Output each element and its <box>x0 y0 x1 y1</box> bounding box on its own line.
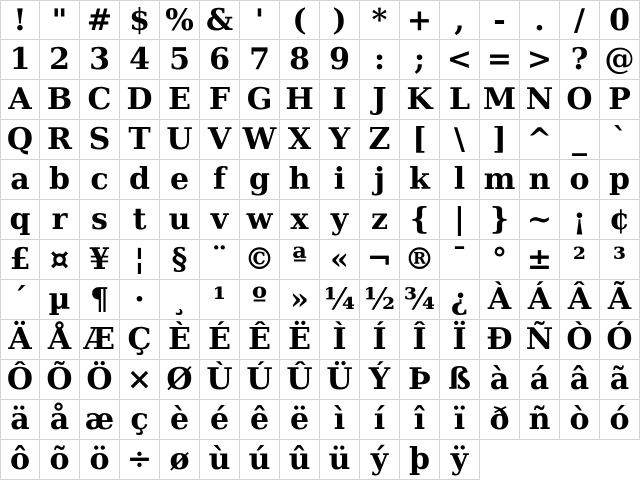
glyph-cell[interactable]: ú <box>240 440 280 480</box>
glyph-cell[interactable]: d <box>120 160 160 200</box>
glyph-cell[interactable]: Ý <box>360 360 400 400</box>
glyph-cell[interactable]: . <box>520 0 560 40</box>
glyph-cell[interactable]: Þ <box>400 360 440 400</box>
glyph-cell[interactable]: : <box>360 40 400 80</box>
glyph-cell[interactable]: H <box>280 80 320 120</box>
glyph-cell[interactable]: m <box>480 160 520 200</box>
glyph-cell[interactable]: \ <box>440 120 480 160</box>
glyph-cell[interactable]: Ï <box>440 320 480 360</box>
glyph-cell[interactable]: ¦ <box>120 240 160 280</box>
glyph-cell[interactable]: u <box>160 200 200 240</box>
glyph-cell[interactable]: 5 <box>160 40 200 80</box>
glyph-cell[interactable]: ì <box>320 400 360 440</box>
glyph-cell[interactable]: x <box>280 200 320 240</box>
glyph-row <box>0 200 640 240</box>
glyph-cell[interactable]: ä <box>0 400 40 440</box>
glyph-cell[interactable]: ´ <box>0 280 40 320</box>
glyph-cell[interactable]: É <box>200 320 240 360</box>
glyph-cell[interactable]: Ó <box>600 320 640 360</box>
glyph-cell[interactable]: f <box>200 160 240 200</box>
glyph-cell[interactable]: ¢ <box>600 200 640 240</box>
glyph-cell[interactable]: B <box>40 80 80 120</box>
glyph-cell[interactable]: × <box>120 360 160 400</box>
glyph-cell[interactable]: ? <box>560 40 600 80</box>
glyph-cell[interactable]: ¸ <box>160 280 200 320</box>
glyph-cell[interactable]: Ô <box>0 360 40 400</box>
glyph-cell[interactable]: ] <box>480 120 520 160</box>
glyph-cell[interactable]: ù <box>200 440 240 480</box>
glyph-cell[interactable]: g <box>240 160 280 200</box>
glyph-cell[interactable]: 0 <box>600 0 640 40</box>
glyph-cell[interactable]: < <box>440 40 480 80</box>
glyph-cell[interactable]: " <box>40 0 80 40</box>
glyph-cell[interactable]: 7 <box>240 40 280 80</box>
glyph-cell[interactable]: ü <box>320 440 360 480</box>
glyph-cell[interactable]: « <box>320 240 360 280</box>
glyph-cell[interactable]: } <box>480 200 520 240</box>
glyph-cell[interactable]: Å <box>40 320 80 360</box>
glyph-cell[interactable]: y <box>320 200 360 240</box>
glyph-cell[interactable]: º <box>240 280 280 320</box>
glyph-cell[interactable]: ³ <box>600 240 640 280</box>
glyph-cell[interactable]: ë <box>280 400 320 440</box>
glyph-cell[interactable]: È <box>160 320 200 360</box>
glyph-cell[interactable]: ß <box>440 360 480 400</box>
glyph-cell[interactable]: c <box>80 160 120 200</box>
glyph-cell[interactable]: N <box>520 80 560 120</box>
glyph-cell[interactable]: û <box>280 440 320 480</box>
glyph-cell[interactable]: R <box>40 120 80 160</box>
glyph-cell[interactable]: s <box>80 200 120 240</box>
glyph-cell[interactable]: Û <box>280 360 320 400</box>
glyph-cell[interactable]: T <box>120 120 160 160</box>
empty-cell <box>480 440 520 480</box>
glyph-cell[interactable]: ` <box>600 120 640 160</box>
glyph-cell[interactable]: - <box>480 0 520 40</box>
glyph-cell[interactable]: _ <box>560 120 600 160</box>
glyph-cell[interactable]: Ê <box>240 320 280 360</box>
glyph-cell[interactable]: ' <box>240 0 280 40</box>
glyph-cell[interactable]: i <box>320 160 360 200</box>
glyph-cell[interactable]: o <box>560 160 600 200</box>
glyph-cell[interactable]: í <box>360 400 400 440</box>
glyph-cell[interactable]: S <box>80 120 120 160</box>
glyph-cell[interactable]: & <box>200 0 240 40</box>
glyph-cell[interactable]: L <box>440 80 480 120</box>
glyph-cell[interactable]: D <box>120 80 160 120</box>
glyph-cell[interactable]: ® <box>400 240 440 280</box>
glyph-cell[interactable]: ã <box>600 360 640 400</box>
glyph-cell[interactable]: q <box>0 200 40 240</box>
glyph-cell[interactable]: J <box>360 80 400 120</box>
glyph-cell[interactable]: / <box>560 0 600 40</box>
glyph-cell[interactable]: Õ <box>40 360 80 400</box>
glyph-cell[interactable]: õ <box>40 440 80 480</box>
glyph-cell[interactable]: ò <box>560 400 600 440</box>
glyph-cell[interactable]: ¿ <box>440 280 480 320</box>
glyph-cell[interactable]: @ <box>600 40 640 80</box>
glyph-cell[interactable]: ï <box>440 400 480 440</box>
glyph-cell[interactable]: [ <box>400 120 440 160</box>
glyph-cell[interactable]: 1 <box>0 40 40 80</box>
glyph-cell[interactable]: 8 <box>280 40 320 80</box>
glyph-cell[interactable]: ± <box>520 240 560 280</box>
glyph-cell[interactable]: C <box>80 80 120 120</box>
glyph-cell[interactable]: O <box>560 80 600 120</box>
glyph-cell[interactable]: Ø <box>160 360 200 400</box>
glyph-cell[interactable]: E <box>160 80 200 120</box>
glyph-row <box>0 400 640 440</box>
glyph-cell[interactable]: 6 <box>200 40 240 80</box>
glyph-cell[interactable]: z <box>360 200 400 240</box>
glyph-cell[interactable]: ( <box>280 0 320 40</box>
glyph-cell[interactable]: ô <box>0 440 40 480</box>
glyph-cell[interactable]: P <box>600 80 640 120</box>
glyph-cell[interactable]: » <box>280 280 320 320</box>
glyph-cell[interactable]: G <box>240 80 280 120</box>
glyph-cell[interactable]: ½ <box>360 280 400 320</box>
glyph-cell[interactable]: ó <box>600 400 640 440</box>
glyph-cell[interactable]: > <box>520 40 560 80</box>
glyph-row <box>0 40 640 80</box>
glyph-cell[interactable]: Ù <box>200 360 240 400</box>
glyph-cell[interactable]: î <box>400 400 440 440</box>
glyph-cell[interactable]: | <box>440 200 480 240</box>
glyph-cell[interactable]: ÿ <box>440 440 480 480</box>
glyph-cell[interactable]: # <box>80 0 120 40</box>
glyph-cell[interactable]: Ç <box>120 320 160 360</box>
glyph-row <box>0 280 640 320</box>
glyph-cell[interactable]: Ã <box>600 280 640 320</box>
glyph-cell[interactable]: $ <box>120 0 160 40</box>
glyph-cell[interactable]: à <box>480 360 520 400</box>
glyph-cell[interactable]: Æ <box>80 320 120 360</box>
glyph-cell[interactable]: n <box>520 160 560 200</box>
glyph-cell[interactable]: ) <box>320 0 360 40</box>
glyph-cell[interactable]: ø <box>160 440 200 480</box>
glyph-cell[interactable]: ¡ <box>560 200 600 240</box>
glyph-cell[interactable]: Í <box>360 320 400 360</box>
glyph-cell[interactable]: ñ <box>520 400 560 440</box>
glyph-cell[interactable]: ¹ <box>200 280 240 320</box>
glyph-cell[interactable]: ¨ <box>200 240 240 280</box>
glyph-cell[interactable]: ö <box>80 440 120 480</box>
glyph-cell[interactable]: r <box>40 200 80 240</box>
glyph-cell[interactable]: h <box>280 160 320 200</box>
glyph-cell[interactable]: Ë <box>280 320 320 360</box>
glyph-row <box>0 120 640 160</box>
glyph-cell[interactable]: j <box>360 160 400 200</box>
glyph-cell[interactable]: ! <box>0 0 40 40</box>
glyph-cell[interactable]: Ú <box>240 360 280 400</box>
glyph-cell[interactable]: V <box>200 120 240 160</box>
glyph-cell[interactable]: ¯ <box>440 240 480 280</box>
glyph-cell[interactable]: X <box>280 120 320 160</box>
glyph-cell[interactable]: * <box>360 0 400 40</box>
glyph-cell[interactable]: ° <box>480 240 520 280</box>
glyph-cell[interactable]: ^ <box>520 120 560 160</box>
glyph-cell[interactable]: ¬ <box>360 240 400 280</box>
glyph-cell[interactable]: F <box>200 80 240 120</box>
glyph-cell[interactable]: â <box>560 360 600 400</box>
glyph-cell[interactable]: % <box>160 0 200 40</box>
empty-cell <box>520 440 560 480</box>
glyph-cell[interactable]: t <box>120 200 160 240</box>
glyph-row <box>0 160 640 200</box>
glyph-cell[interactable]: ê <box>240 400 280 440</box>
glyph-cell[interactable]: ¤ <box>40 240 80 280</box>
glyph-cell[interactable]: å <box>40 400 80 440</box>
glyph-row <box>0 440 640 480</box>
glyph-cell[interactable]: ÷ <box>120 440 160 480</box>
glyph-row <box>0 80 640 120</box>
glyph-cell[interactable]: Ö <box>80 360 120 400</box>
glyph-cell[interactable]: ; <box>400 40 440 80</box>
glyph-cell[interactable]: M <box>480 80 520 120</box>
glyph-cell[interactable]: ¼ <box>320 280 360 320</box>
glyph-cell[interactable]: 9 <box>320 40 360 80</box>
glyph-cell[interactable]: Ü <box>320 360 360 400</box>
glyph-cell[interactable]: ý <box>360 440 400 480</box>
glyph-cell[interactable]: Â <box>560 280 600 320</box>
glyph-cell[interactable]: b <box>40 160 80 200</box>
glyph-cell[interactable]: Y <box>320 120 360 160</box>
glyph-cell[interactable]: Z <box>360 120 400 160</box>
glyph-cell[interactable]: 4 <box>120 40 160 80</box>
glyph-cell[interactable]: ~ <box>520 200 560 240</box>
glyph-cell[interactable]: ¾ <box>400 280 440 320</box>
glyph-cell[interactable]: = <box>480 40 520 80</box>
glyph-cell[interactable]: © <box>240 240 280 280</box>
glyph-cell[interactable]: À <box>480 280 520 320</box>
glyph-cell[interactable]: ² <box>560 240 600 280</box>
glyph-cell[interactable]: W <box>240 120 280 160</box>
glyph-cell[interactable]: , <box>440 0 480 40</box>
glyph-row <box>0 0 640 40</box>
glyph-row <box>0 320 640 360</box>
glyph-cell[interactable]: U <box>160 120 200 160</box>
glyph-cell[interactable]: a <box>0 160 40 200</box>
glyph-cell[interactable]: p <box>600 160 640 200</box>
glyph-cell[interactable]: v <box>200 200 240 240</box>
glyph-cell[interactable]: e <box>160 160 200 200</box>
glyph-cell[interactable]: µ <box>40 280 80 320</box>
glyph-cell[interactable]: · <box>120 280 160 320</box>
glyph-cell[interactable]: l <box>440 160 480 200</box>
glyph-cell[interactable]: ¶ <box>80 280 120 320</box>
glyph-cell[interactable]: + <box>400 0 440 40</box>
glyph-cell[interactable]: Ì <box>320 320 360 360</box>
glyph-cell[interactable]: æ <box>80 400 120 440</box>
glyph-cell[interactable]: ç <box>120 400 160 440</box>
glyph-cell[interactable]: Ñ <box>520 320 560 360</box>
glyph-cell[interactable]: Ò <box>560 320 600 360</box>
glyph-cell[interactable]: A <box>0 80 40 120</box>
glyph-cell[interactable]: Á <box>520 280 560 320</box>
glyph-cell[interactable]: á <box>520 360 560 400</box>
glyph-cell[interactable]: £ <box>0 240 40 280</box>
glyph-cell[interactable]: Ä <box>0 320 40 360</box>
glyph-cell[interactable]: w <box>240 200 280 240</box>
empty-cell <box>560 440 600 480</box>
glyph-cell[interactable]: Q <box>0 120 40 160</box>
glyph-cell[interactable]: k <box>400 160 440 200</box>
glyph-row <box>0 240 640 280</box>
glyph-cell[interactable]: é <box>200 400 240 440</box>
glyph-cell[interactable]: { <box>400 200 440 240</box>
glyph-cell[interactable]: þ <box>400 440 440 480</box>
glyph-cell[interactable]: K <box>400 80 440 120</box>
glyph-cell[interactable]: Ð <box>480 320 520 360</box>
glyph-cell[interactable]: è <box>160 400 200 440</box>
glyph-cell[interactable]: ª <box>280 240 320 280</box>
empty-cell <box>600 440 640 480</box>
glyph-row <box>0 360 640 400</box>
glyph-cell[interactable]: 3 <box>80 40 120 80</box>
glyph-cell[interactable]: ¥ <box>80 240 120 280</box>
glyph-cell[interactable]: ð <box>480 400 520 440</box>
glyph-cell[interactable]: § <box>160 240 200 280</box>
glyph-cell[interactable]: 2 <box>40 40 80 80</box>
glyph-cell[interactable]: Î <box>400 320 440 360</box>
glyph-cell[interactable]: I <box>320 80 360 120</box>
